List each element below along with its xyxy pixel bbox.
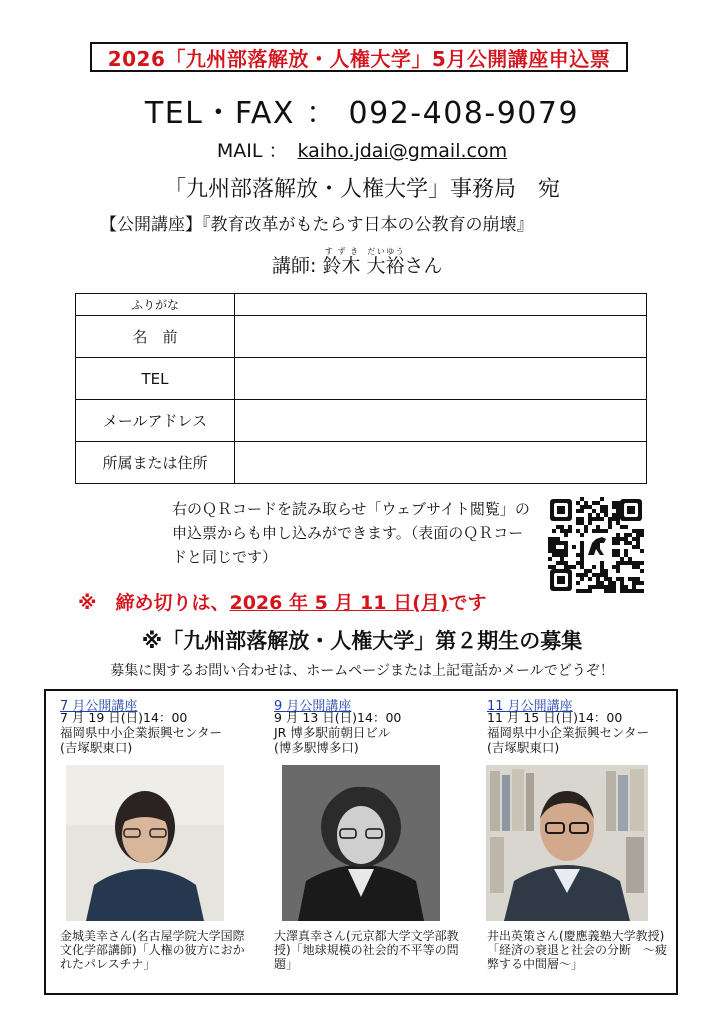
recruit-heading: ※「九州部落解放・人権大学」第２期生の募集 xyxy=(141,629,583,653)
event-datetime: 11 月 15 日(日)14：00 xyxy=(487,710,623,725)
event-september xyxy=(274,695,464,755)
affiliation-field[interactable] xyxy=(235,442,647,484)
form-row-furigana xyxy=(76,294,647,316)
event-heading: 11 月公開講座 xyxy=(487,699,573,714)
lecturer-surname: 鈴木すずき xyxy=(322,247,361,277)
events-box xyxy=(44,689,678,995)
event-heading: 9 月公開講座 xyxy=(274,699,352,714)
event-datetime: 7 月 19 日(日)14：00 xyxy=(60,710,188,725)
speaker-photo-ide xyxy=(486,765,648,921)
name-field[interactable] xyxy=(235,316,647,358)
form-row-affiliation xyxy=(76,442,647,484)
form-row-email xyxy=(76,400,647,442)
office-recipient: 「九州部落解放・人権大学」事務局 宛 xyxy=(163,177,560,202)
label-affiliation: 所属または住所 xyxy=(76,442,235,484)
lecturer-given-name: 大裕だいゆう xyxy=(366,247,405,277)
qr-instructions: 右のＱＲコードを読み取らせ「ウェブサイト閲覧」の申込票からも申し込みができます。（表面のＱＲコードと同じです） xyxy=(172,500,530,566)
form-row-name xyxy=(76,316,647,358)
speaker-kaneshiro: 金城美幸さん(名古屋学院大学国際文化学部講師)「人権の彼方におかれたパレスチナ」 xyxy=(60,929,245,971)
event-november xyxy=(487,695,677,755)
speaker-ide: 井出英策さん(慶應義塾大学教授)「経済の衰退と社会の分断 ～疲弊する中間層～」 xyxy=(487,929,668,971)
label-name: 名 前 xyxy=(76,316,235,358)
event-station: (吉塚駅東口) xyxy=(487,740,560,755)
application-form xyxy=(75,293,647,484)
label-tel: TEL xyxy=(76,358,235,400)
event-venue: 福岡県中小企業振興センター xyxy=(487,725,650,740)
deadline-prefix: ※ 締め切りは、 xyxy=(78,592,230,614)
tel-fax: TEL・FAX ： 092-408-9079 xyxy=(144,96,580,131)
title-box xyxy=(90,42,628,72)
mail-address-link[interactable]: kaiho.jdai@gmail.com xyxy=(297,140,508,162)
lecturer-label: 講師: xyxy=(272,255,317,277)
event-venue: JR 博多駅前朝日ビル xyxy=(274,725,391,740)
tel-field[interactable] xyxy=(235,358,647,400)
speaker-osawa: 大澤真幸さん(元京都大学文学部教授)「地球規模の社会的不平等の問題」 xyxy=(274,929,459,971)
lecturer xyxy=(272,247,443,278)
deadline-suffix: です xyxy=(448,592,487,614)
inquiry-note: 募集に関するお問い合わせは、ホームページまたは上記電話かメールでどうぞ！ xyxy=(110,663,614,679)
mail-label: MAIL ： xyxy=(216,140,288,162)
event-station: (博多駅博多口) xyxy=(274,740,359,755)
qr-code-icon[interactable] xyxy=(548,497,644,593)
event-datetime: 9 月 13 日(日)14：00 xyxy=(274,710,402,725)
speaker-photo-kaneshiro xyxy=(66,765,224,921)
deadline-date: 2026 年 5 月 11 日(月) xyxy=(229,592,449,614)
furigana-field[interactable] xyxy=(235,294,647,316)
event-heading: 7 月公開講座 xyxy=(60,699,138,714)
lecture-title: 【公開講座】『教育改革がもたらす日本の公教育の崩壊』 xyxy=(100,215,534,235)
deadline xyxy=(78,588,486,615)
lecturer-suffix: さん xyxy=(404,255,443,277)
label-furigana: ふりがな xyxy=(76,294,235,316)
label-email: メールアドレス xyxy=(76,400,235,442)
event-venue: 福岡県中小企業振興センター xyxy=(60,725,223,740)
email-field[interactable] xyxy=(235,400,647,442)
event-station: (吉塚駅東口) xyxy=(60,740,133,755)
speaker-photo-osawa xyxy=(282,765,440,921)
event-july xyxy=(60,695,250,755)
mail-line xyxy=(0,136,724,163)
page-title: 2026「九州部落解放・人権大学」5月公開講座申込票 xyxy=(107,46,611,71)
form-row-tel xyxy=(76,358,647,400)
